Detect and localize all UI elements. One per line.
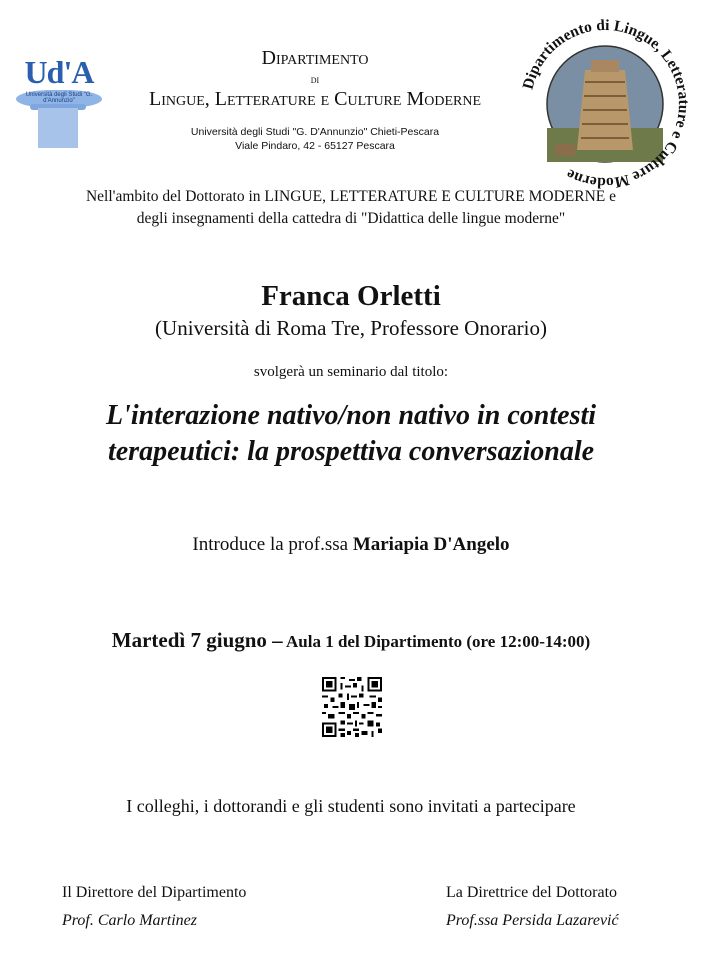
director-name: Prof. Carlo Martinez: [62, 912, 197, 929]
qr-code-icon[interactable]: [322, 676, 382, 738]
introducer: [0, 534, 702, 556]
tower-of-babel-icon: [547, 46, 663, 162]
seal-ring-text: Dipartimento di Lingue, Letterature e Culture Moderne: [519, 18, 693, 190]
address-university: Università degli Studi "G. D'Annunzio" Chieti-Pescara: [190, 126, 440, 138]
introducer-name: Mariapia D'Angelo: [352, 534, 510, 555]
seminar-title-line-2: terapeutici: la prospettiva conversazionale: [107, 436, 595, 467]
schedule-date: Martedì 7 giugno –: [111, 628, 283, 652]
schedule-place: Aula 1 del Dipartimento (ore 12:00-14:00): [282, 632, 591, 651]
doctorate-director-title: La Direttrice del Dottorato: [446, 884, 618, 901]
seminar-title-line-1: L'interazione nativo/non nativo in contesti: [105, 400, 597, 431]
logo-initials: Ud'A: [24, 54, 94, 90]
schedule: [0, 628, 702, 653]
director-title: Il Direttore del Dipartimento: [62, 884, 247, 901]
department-name: Lingue, Letterature e Culture Moderne: [148, 88, 481, 110]
doctorate-director-name: Prof.ssa Persida Lazarević: [446, 912, 619, 929]
intro-line-1: Nell'ambito del Dottorato in LINGUE, LETTERATURE E CULTURE MODERNE e: [85, 188, 616, 205]
department-heading: Dipartimento: [261, 47, 369, 69]
introducer-prefix: Introduce la prof.ssa: [192, 534, 353, 555]
address-street: Viale Pindaro, 42 - 65127 Pescara: [235, 140, 395, 152]
university-logo: [14, 52, 104, 152]
logo-band-text: Università degli Studi "G. d'Annunzio": [25, 92, 93, 104]
invitation-text: I colleghi, i dottorandi e gli studenti sono invitati a partecipare: [126, 796, 576, 816]
speaker-name: Franca Orletti: [261, 280, 441, 312]
department-seal: [515, 18, 695, 190]
speaker-affiliation: (Università di Roma Tre, Professore Onorario): [155, 316, 547, 340]
seminar-lead: svolgerà un seminario dal titolo:: [253, 364, 449, 380]
intro-line-2: degli insegnamenti della cattedra di "Didattica delle lingue moderne": [136, 210, 566, 227]
department-of: di: [310, 72, 320, 86]
